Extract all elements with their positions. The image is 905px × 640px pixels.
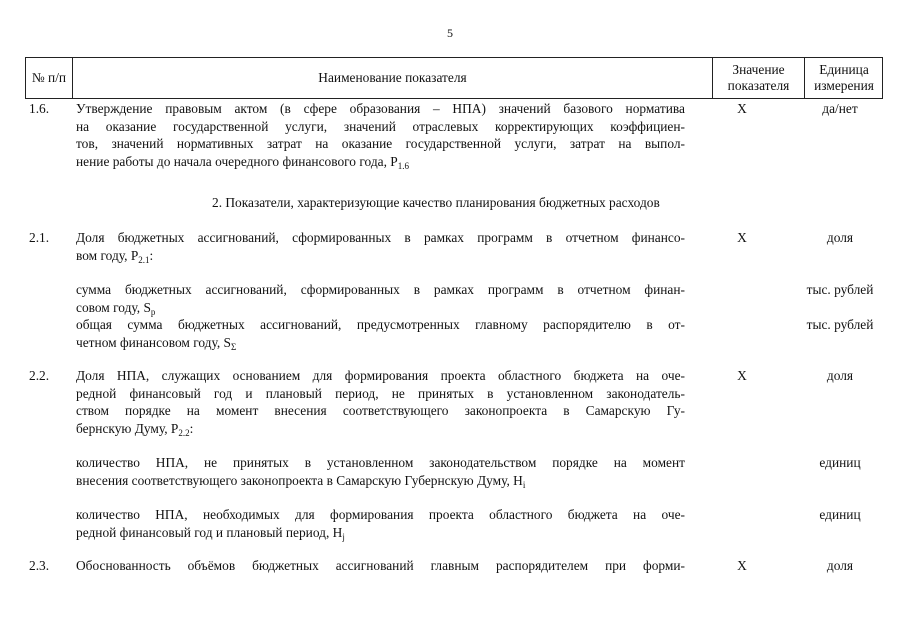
row-number: 2.3. bbox=[29, 558, 50, 573]
row-unit: да/нет bbox=[822, 101, 858, 116]
row-text bbox=[76, 229, 685, 264]
row-line: бернскую Думу, $Р_{2.2}$: bbox=[76, 420, 194, 438]
row-line: нение работы до начала очередного финансового года, $Р_{1.6}$ bbox=[76, 153, 409, 171]
row-line: Доля бюджетных ассигнований, сформированных в рамках программ в отчетном финансо- bbox=[76, 230, 685, 245]
row-line: Утверждение правовым актом (в сфере образования – НПА) значений базового норматива bbox=[76, 101, 685, 116]
row-line: общая сумма бюджетных ассигнований, предусмотренных главному распорядителю в от- bbox=[76, 317, 685, 332]
row-text bbox=[76, 506, 685, 541]
index-subscript: 2.1 bbox=[138, 254, 150, 265]
row-value: Х bbox=[737, 558, 747, 573]
row-text bbox=[76, 316, 685, 351]
row-line: Обоснованность объёмов бюджетных ассигнований главным распорядителем при форми- bbox=[76, 558, 685, 573]
header-name: Наименование показателя bbox=[73, 58, 713, 98]
row-line: совом году, $S_p$ bbox=[76, 299, 156, 317]
header-unit: Единица измерения bbox=[814, 62, 874, 93]
row-unit: доля bbox=[826, 368, 854, 383]
row-line: ством порядке на момент внесения соответствующего законопроекта в Самарскую Гу- bbox=[76, 403, 685, 418]
index-subscript: Σ bbox=[230, 341, 237, 352]
row-text bbox=[76, 367, 685, 437]
row-unit: единиц bbox=[819, 455, 861, 470]
row-line: на оказание государственной услуги, значений отраслевых корректирующих коэффициен- bbox=[76, 118, 685, 134]
index-subscript: i bbox=[522, 479, 526, 490]
row-text bbox=[76, 557, 685, 575]
row-line: количество НПА, необходимых для формирования проекта областного бюджета на оче- bbox=[76, 507, 685, 522]
table-header bbox=[25, 57, 883, 99]
row-line: вом году, $Р_{2.1}$: bbox=[76, 247, 154, 265]
row-line: количество НПА, не принятых в установленном законодательством порядке на момент bbox=[76, 455, 685, 470]
row-line: тов, значений нормативных затрат на оказание государственной услуги, затрат на выпол- bbox=[76, 136, 685, 151]
row-value: Х bbox=[737, 101, 747, 116]
row-line: четном финансовом году, $S_\Sigma$ bbox=[76, 334, 237, 352]
index-subscript: p bbox=[150, 306, 156, 317]
row-number: 1.6. bbox=[29, 101, 50, 116]
row-line: редной финансовый год и плановый период, не принятых в установленном законодатель- bbox=[76, 385, 685, 401]
row-line: Доля НПА, служащих основанием для формирования проекта областного бюджета на оче- bbox=[76, 368, 685, 383]
row-unit: доля bbox=[826, 558, 854, 573]
page-number: 5 bbox=[447, 26, 453, 40]
index-subscript: 1.6 bbox=[397, 160, 409, 171]
index-subscript: j bbox=[342, 531, 345, 542]
row-unit: доля bbox=[826, 230, 854, 245]
row-value: Х bbox=[737, 230, 747, 245]
row-line: сумма бюджетных ассигнований, сформированных в рамках программ в отчетном финан- bbox=[76, 282, 685, 297]
row-line: редной финансовый год и плановый период, $Н_j$ bbox=[76, 524, 345, 542]
header-num: № п/п bbox=[26, 58, 73, 98]
row-text bbox=[76, 281, 685, 316]
row-text bbox=[76, 100, 685, 170]
row-unit: тыс. рублей bbox=[806, 317, 874, 332]
section-title: 2. Показатели, характеризующие качество планирования бюджетных расходов bbox=[212, 195, 660, 210]
row-number: 2.2. bbox=[29, 368, 50, 383]
row-unit: тыс. рублей bbox=[806, 282, 874, 297]
row-unit: единиц bbox=[819, 507, 861, 522]
row-value: Х bbox=[737, 368, 747, 383]
row-number: 2.1. bbox=[29, 230, 50, 245]
row-line: внесения соответствующего законопроекта в Самарскую Губернскую Думу, $Н_i$ bbox=[76, 472, 526, 490]
header-value: Значение показателя bbox=[713, 58, 805, 98]
row-text bbox=[76, 454, 685, 489]
index-subscript: 2.2 bbox=[178, 427, 190, 438]
